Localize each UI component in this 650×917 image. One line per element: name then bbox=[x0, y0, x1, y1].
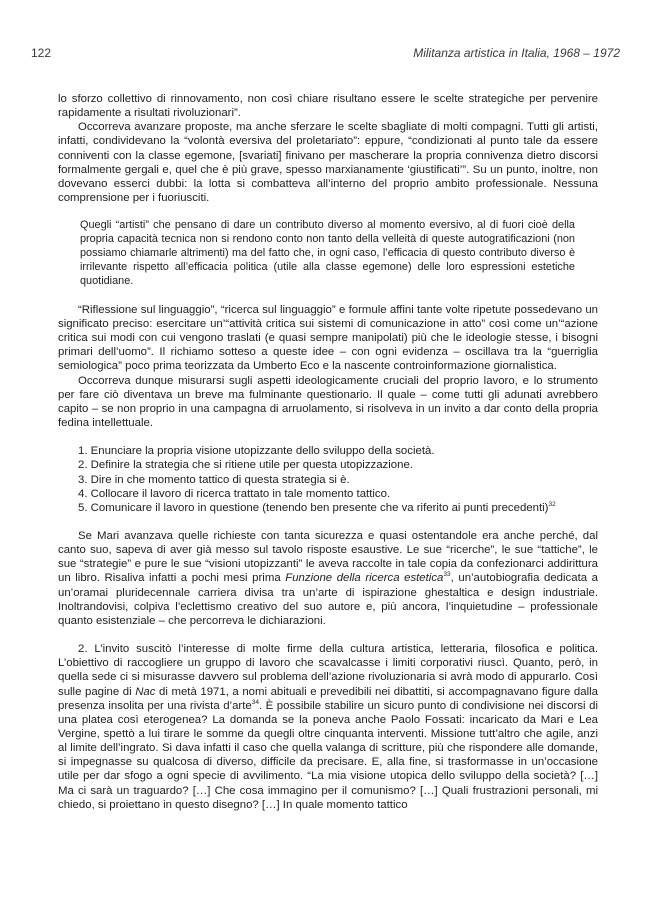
page-body bbox=[58, 92, 598, 812]
paragraph-continuation: lo sforzo collettivo di rinnovamento, non così chiare risultano essere le scelte strategiche per pervenire rapidamente a risultati rivoluzionari”. bbox=[58, 93, 598, 120]
text-run: , un’autobiografia dedicata a un’oramai pluridecennale carriera divisa tra un’arte di ispirazione ghestaltica e design industriale. Inoltrandovisi, colpiva l’eclettismo creativo del suo autore e, più ancora, l’inquietudine – professionale quanto esistenziale – che percorreva le dichiarazioni. bbox=[58, 572, 598, 627]
footnote-ref: 33 bbox=[443, 571, 451, 579]
paragraph bbox=[58, 642, 598, 812]
list-item: 2. Definire la strategia che si ritiene utile per questa utopizzazione. bbox=[78, 459, 413, 472]
text-run: 2. L’invito suscitò l’interesse di molte firme della cultura artistica, letteraria, filosofica e politica. L’obiettivo di raccogliere un gruppo di lavoro che scavalcasse i limiti corporativi riuscì. Quanto, però, in quella sede ci si misurasse davvero sul problema dell’azione rivoluzionaria si avrà modo di appurarlo. Così sulle pagine di bbox=[58, 643, 598, 698]
list-item-text: 5. Comunicare il lavoro in questione (tenendo ben presente che va riferito ai punti precedenti) bbox=[78, 501, 549, 514]
text-run: di metà 1971, a nomi abituali e prevedibili nei dibattiti, si accompagnavano figure dalla presenza insolita per una rivista d’arte bbox=[58, 685, 598, 712]
list-item: 4. Collocare il lavoro di ricerca trattato in tale momento tattico. bbox=[78, 487, 391, 500]
list-item bbox=[78, 501, 598, 515]
paragraph: “Riflessione sul linguaggio”, “ricerca sul linguaggio” e formule affini tante volte ripetute possedevano un significato preciso: esercitare un’“attività critica sui sistemi di comunicazione in atto” così come un’“azione critica sui modi con cui vengono traslati (e quasi sempre manipolati) più che le ideologie stesse, i bisogni primari dell’uomo”. Il richiamo sotteso a queste idee – con ogni evidenza – oscillava tra la “guerriglia semiologica” poco prima teorizzata da Umberto Eco e la nascente controinformazione giornalistica. bbox=[58, 303, 598, 373]
paragraph bbox=[58, 529, 598, 628]
text-run: Se Mari avanzava quelle richieste con tanta sicurezza e quasi ostentandole era anche perché, dal canto suo, sapeva di aver già messo sul tavolo risposte esaustive. Le sue “ricerche”, le sue “tattiche”, le sue “strategie” e pure le sue “visioni utopizzanti” le aveva raccolte in tale copia da confezionarci addirittura un libro. Risaliva infatti a pochi mesi prima bbox=[58, 529, 598, 585]
paragraph: Occorreva dunque misurarsi sugli aspetti ideologicamente cruciali del proprio lavoro, e lo strumento per fare ciò diventava un breve ma fulminante questionario. Il quale – come tutti gli adunati avrebbero capito – se non proprio in una campagna di arruolamento, si risolveva in un invito a dar conto della propria fedina intellettuale. bbox=[58, 374, 598, 430]
paragraph: Occorreva avanzare proposte, ma anche sferzare le scelte sbagliate di molti compagni. Tutti gli artisti, infatti, condividevano la “volontà eversiva del proletariato”: eppure, “condizionati al punto tale da essere conniventi con la classe egemone, [svariati] finivano per mascherare la propria connivenza dietro discorsi formalmente gergali e, quel che è più grave, spesso marxianamente ‘giustificati’”. Su un punto, inoltre, non dovevano esserci dubbi: la lotta si combatteva all’interno del proprio ambito professionale. Nessuna comprensione per i fuoriusciti. bbox=[58, 121, 598, 205]
footnote-ref: 32 bbox=[548, 501, 556, 509]
text-run: . È possibile stabilire un sicuro punto di condivisione nei discorsi di una platea così eterogenea? La domanda se la poneva anche Paolo Fossati: incaricato da Mari e Lea Vergine, spettò a lui tirare le somme da quegli oltre cinquanta interventi. Missione tutt’altro che agile, anzi al limite dell’ingrato. Si dava infatti il caso che quella valanga di scritture, più che rispondere alle domande, si impegnasse su qualcosa di diverso, difficile da precisare. E, alla fine, si trasformasse in un’occasione utile per dar sfogo a ogni specie di avvilimento. “La mia visione utopica dello sviluppo della società? […] Ma ci sarà un traguardo? […] Che cosa immagino per il comunismo? […] Quali frustrazioni personali, mi chiedo, si proiettano in questo disegno? […] In quale momento tattico bbox=[58, 699, 598, 811]
book-title: Funzione della ricerca estetica bbox=[285, 572, 444, 585]
quote-text: Quegli “artisti” che pensano di dare un contributo diverso al momento eversivo, al di fuori cioè della propria capacità tecnica non si rendono conto non tanto della velleità di queste autogratificazioni (non possiamo chiamarle altrimenti) ma del fatto che, in ogni caso, l’efficacia di questo contributo diverso è irrilevante rispetto all’efficacia politica (utile alla classe egemone) delle loro espressioni estetiche quotidiane. bbox=[80, 219, 575, 287]
running-title: Militanza artistica in Italia, 1968 – 1972 bbox=[413, 46, 620, 60]
footnote-ref: 34 bbox=[251, 698, 259, 706]
running-header bbox=[31, 46, 620, 60]
list-item: 1. Enunciare la propria visione utopizzante dello sviluppo della società. bbox=[78, 445, 435, 458]
block-quote bbox=[80, 219, 575, 289]
page-number: 122 bbox=[31, 46, 52, 60]
questionnaire-list bbox=[58, 444, 598, 515]
list-item: 3. Dire in che momento tattico di questa strategia si è. bbox=[78, 473, 350, 486]
magazine-title: Nac bbox=[135, 685, 156, 698]
